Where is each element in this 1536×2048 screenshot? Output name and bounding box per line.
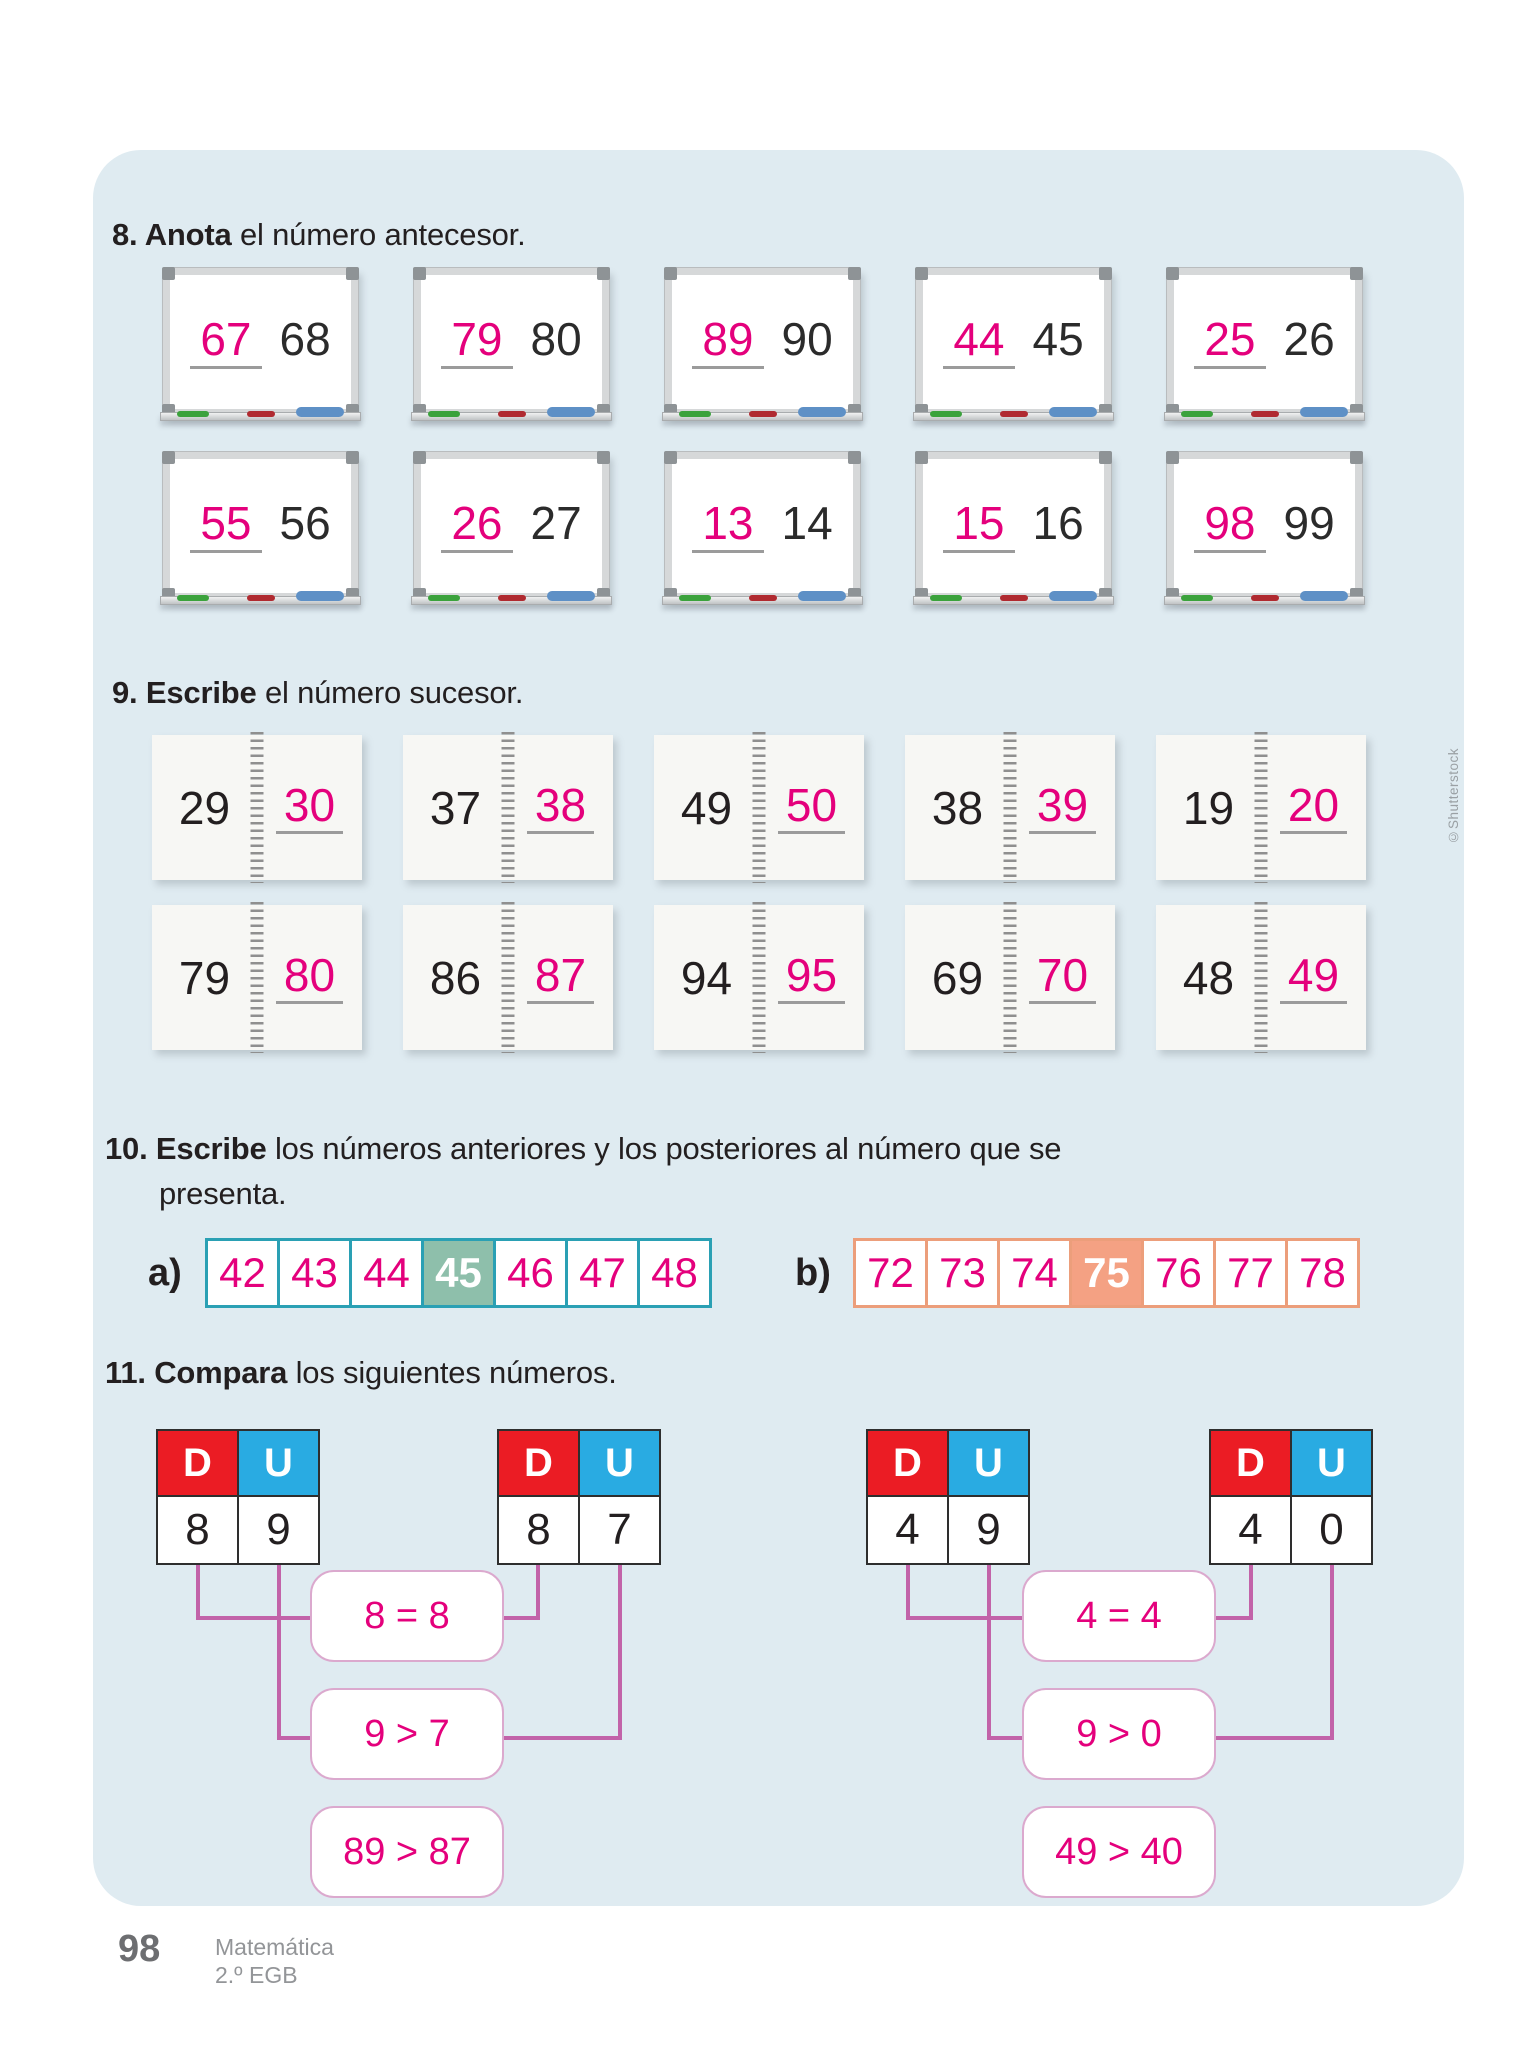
given-number: 79 — [178, 951, 231, 1004]
given-number: 69 — [931, 951, 984, 1004]
connector-line — [1249, 1565, 1253, 1620]
strip-cell: 77 — [1216, 1241, 1285, 1305]
given-number: 49 — [680, 781, 733, 834]
strip-cell: 76 — [1144, 1241, 1213, 1305]
spiral-binding-icon — [753, 902, 766, 1053]
spiral-binding-icon — [1255, 902, 1268, 1053]
connector-line — [1330, 1565, 1334, 1740]
place-value-table — [497, 1429, 661, 1565]
successor-answer: 95 — [778, 951, 845, 1004]
green-marker-icon — [1181, 411, 1213, 417]
successor-answer-wrap — [257, 735, 362, 880]
eraser-icon — [296, 407, 344, 417]
whiteboard — [665, 452, 860, 600]
board-corner — [413, 451, 426, 464]
successor-answer-wrap — [759, 735, 864, 880]
connector-line — [1216, 1616, 1253, 1620]
strip-cell: 48 — [640, 1241, 709, 1305]
notebook-card — [654, 735, 864, 880]
connector-line — [1216, 1736, 1334, 1740]
whiteboard — [916, 268, 1111, 416]
eraser-icon — [296, 591, 344, 601]
green-marker-icon — [930, 411, 962, 417]
eraser-icon — [1049, 407, 1097, 417]
successor-answer-wrap — [1261, 735, 1366, 880]
given-number: 80 — [530, 313, 582, 365]
strip-a-label: a) — [148, 1252, 182, 1294]
comparison-box-tens: 4 = 4 — [1022, 1570, 1216, 1662]
successor-answer-wrap — [508, 735, 613, 880]
eraser-icon — [798, 591, 846, 601]
successor-answer: 50 — [778, 781, 845, 834]
ones-value: 7 — [580, 1497, 659, 1563]
ones-header: U — [1292, 1431, 1371, 1495]
board-tray — [411, 596, 612, 605]
successor-answer-wrap — [257, 905, 362, 1050]
strip-cell-highlighted: 75 — [1072, 1241, 1141, 1305]
tens-header: D — [499, 1431, 578, 1495]
antecessor-answer: 13 — [692, 499, 763, 553]
green-marker-icon — [177, 411, 209, 417]
given-number: 27 — [530, 497, 582, 549]
board-corner — [162, 451, 175, 464]
board-corner — [848, 267, 861, 280]
notebook-card — [152, 905, 362, 1050]
board-tray — [1164, 596, 1365, 605]
connector-line — [277, 1736, 310, 1740]
whiteboard — [414, 268, 609, 416]
given-number: 37 — [429, 781, 482, 834]
board-tray — [160, 412, 361, 421]
strip-cell: 44 — [352, 1241, 421, 1305]
board-numbers — [421, 315, 602, 369]
comparison-box-result: 89 > 87 — [310, 1806, 504, 1898]
given-number: 26 — [1283, 313, 1335, 365]
spiral-binding-icon — [1004, 732, 1017, 883]
comparison-box-result: 49 > 40 — [1022, 1806, 1216, 1898]
successor-answer: 49 — [1280, 951, 1347, 1004]
board-corner — [1099, 267, 1112, 280]
number-strip-b — [853, 1238, 1360, 1308]
board-tray — [1164, 412, 1365, 421]
ones-header: U — [239, 1431, 318, 1495]
whiteboard — [1167, 268, 1362, 416]
tens-value: 8 — [499, 1497, 578, 1563]
board-corner — [915, 451, 928, 464]
tens-value: 8 — [158, 1497, 237, 1563]
spiral-binding-icon — [502, 902, 515, 1053]
board-tray — [662, 596, 863, 605]
place-value-table — [156, 1429, 320, 1565]
exercise-8-text: el número antecesor. — [239, 217, 526, 252]
green-marker-icon — [428, 411, 460, 417]
given-number: 29 — [178, 781, 231, 834]
board-numbers — [170, 315, 351, 369]
red-marker-icon — [247, 595, 275, 601]
antecessor-answer: 67 — [190, 315, 261, 369]
footer-subject-name: Matemática — [215, 1934, 334, 1960]
board-corner — [162, 267, 175, 280]
green-marker-icon — [177, 595, 209, 601]
connector-line — [906, 1565, 910, 1620]
whiteboard — [414, 452, 609, 600]
exercise-10-text-line2: presenta. — [159, 1176, 287, 1211]
successor-answer-wrap — [1010, 735, 1115, 880]
ones-value: 9 — [239, 1497, 318, 1563]
board-numbers — [672, 315, 853, 369]
board-numbers — [923, 499, 1104, 553]
connector-line — [277, 1565, 281, 1740]
red-marker-icon — [749, 595, 777, 601]
given-number: 48 — [1182, 951, 1235, 1004]
board-corner — [915, 267, 928, 280]
green-marker-icon — [428, 595, 460, 601]
ones-header: U — [580, 1431, 659, 1495]
comparison-box-tens: 8 = 8 — [310, 1570, 504, 1662]
tens-header: D — [158, 1431, 237, 1495]
antecessor-answer: 55 — [190, 499, 261, 553]
board-corner — [664, 267, 677, 280]
place-value-table — [1209, 1429, 1373, 1565]
eraser-icon — [547, 407, 595, 417]
eraser-icon — [1300, 591, 1348, 601]
eraser-icon — [547, 591, 595, 601]
eraser-icon — [1049, 591, 1097, 601]
strip-b-label: b) — [795, 1252, 831, 1294]
given-number: 90 — [781, 313, 833, 365]
spiral-binding-icon — [251, 732, 264, 883]
green-marker-icon — [679, 411, 711, 417]
strip-cell: 46 — [496, 1241, 565, 1305]
red-marker-icon — [1000, 595, 1028, 601]
given-number: 38 — [931, 781, 984, 834]
given-number: 68 — [279, 313, 331, 365]
whiteboard — [1167, 452, 1362, 600]
red-marker-icon — [498, 595, 526, 601]
successor-answer: 70 — [1029, 951, 1096, 1004]
given-number: 19 — [1182, 781, 1235, 834]
connector-line — [196, 1565, 200, 1620]
given-number: 45 — [1032, 313, 1084, 365]
notebook-card — [1156, 735, 1366, 880]
notebook-card — [152, 735, 362, 880]
successor-answer-wrap — [508, 905, 613, 1050]
exercise-11-heading — [105, 1350, 617, 1395]
successor-answer: 87 — [527, 951, 594, 1004]
exercise-11-number: 11. — [105, 1355, 146, 1390]
green-marker-icon — [679, 595, 711, 601]
antecessor-answer: 15 — [943, 499, 1014, 553]
whiteboard — [665, 268, 860, 416]
whiteboard — [916, 452, 1111, 600]
board-tray — [160, 596, 361, 605]
comparison-box-ones: 9 > 0 — [1022, 1688, 1216, 1780]
connector-line — [987, 1565, 991, 1740]
board-corner — [1099, 451, 1112, 464]
given-number: 14 — [781, 497, 833, 549]
red-marker-icon — [1000, 411, 1028, 417]
antecessor-answer: 89 — [692, 315, 763, 369]
successor-answer: 20 — [1280, 781, 1347, 834]
strip-cell: 72 — [856, 1241, 925, 1305]
connector-line — [504, 1736, 622, 1740]
given-number: 86 — [429, 951, 482, 1004]
given-number: 99 — [1283, 497, 1335, 549]
successor-answer: 39 — [1029, 781, 1096, 834]
board-tray — [411, 412, 612, 421]
connector-line — [618, 1565, 622, 1740]
exercise-9-heading — [112, 670, 523, 715]
tens-value: 4 — [868, 1497, 947, 1563]
exercise-11-keyword: Compara — [154, 1355, 288, 1390]
board-numbers — [421, 499, 602, 553]
board-tray — [913, 596, 1114, 605]
notebook-card — [1156, 905, 1366, 1050]
notebook-card — [654, 905, 864, 1050]
stock-credit: ©Shutterstock — [1446, 748, 1461, 845]
board-corner — [597, 267, 610, 280]
board-numbers — [923, 315, 1104, 369]
red-marker-icon — [247, 411, 275, 417]
successor-answer: 80 — [276, 951, 343, 1004]
given-number: 16 — [1032, 497, 1084, 549]
spiral-binding-icon — [1004, 902, 1017, 1053]
given-number: 94 — [680, 951, 733, 1004]
connector-line — [196, 1616, 310, 1620]
green-marker-icon — [1181, 595, 1213, 601]
place-value-table — [866, 1429, 1030, 1565]
number-strip-a — [205, 1238, 712, 1308]
successor-answer-wrap — [1010, 905, 1115, 1050]
exercise-10-keyword: Escribe — [155, 1131, 267, 1166]
ones-header: U — [949, 1431, 1028, 1495]
ones-value: 0 — [1292, 1497, 1371, 1563]
exercise-11-text: los siguientes números. — [295, 1355, 617, 1390]
antecessor-answer: 98 — [1194, 499, 1265, 553]
notebook-card — [905, 905, 1115, 1050]
green-marker-icon — [930, 595, 962, 601]
board-numbers — [1174, 499, 1355, 553]
tens-header: D — [868, 1431, 947, 1495]
exercise-10-text-line1: los números anteriores y los posteriores al número que se — [274, 1131, 1062, 1166]
connector-line — [906, 1616, 1022, 1620]
board-corner — [1350, 451, 1363, 464]
spiral-binding-icon — [1255, 732, 1268, 883]
exercise-9-keyword: Escribe — [145, 675, 257, 710]
board-corner — [1166, 451, 1179, 464]
spiral-binding-icon — [251, 902, 264, 1053]
successor-answer-wrap — [759, 905, 864, 1050]
board-corner — [346, 267, 359, 280]
successor-answer-wrap — [1261, 905, 1366, 1050]
footer-grade: 2.º EGB — [215, 1962, 298, 1988]
board-corner — [1350, 267, 1363, 280]
whiteboard — [163, 452, 358, 600]
footer-subject — [215, 1933, 334, 1989]
notebook-card — [403, 735, 613, 880]
strip-cell: 47 — [568, 1241, 637, 1305]
red-marker-icon — [1251, 595, 1279, 601]
board-numbers — [672, 499, 853, 553]
board-corner — [597, 451, 610, 464]
exercise-8-number: 8. — [112, 217, 138, 252]
antecessor-answer: 25 — [1194, 315, 1265, 369]
red-marker-icon — [498, 411, 526, 417]
antecessor-answer: 44 — [943, 315, 1014, 369]
whiteboard — [163, 268, 358, 416]
notebook-card — [403, 905, 613, 1050]
tens-value: 4 — [1211, 1497, 1290, 1563]
given-number: 56 — [279, 497, 331, 549]
connector-line — [536, 1565, 540, 1620]
exercise-8-keyword: Anota — [144, 217, 232, 252]
spiral-binding-icon — [502, 732, 515, 883]
exercise-8-heading — [112, 212, 526, 257]
strip-cell-highlighted: 45 — [424, 1241, 493, 1305]
strip-cell: 43 — [280, 1241, 349, 1305]
page-number: 98 — [118, 1928, 161, 1970]
board-corner — [1166, 267, 1179, 280]
board-corner — [848, 451, 861, 464]
antecessor-answer: 79 — [441, 315, 512, 369]
board-corner — [664, 451, 677, 464]
eraser-icon — [798, 407, 846, 417]
board-tray — [662, 412, 863, 421]
exercise-10-number: 10. — [105, 1131, 148, 1166]
spiral-binding-icon — [753, 732, 766, 883]
strip-cell: 73 — [928, 1241, 997, 1305]
red-marker-icon — [749, 411, 777, 417]
strip-cell: 78 — [1288, 1241, 1357, 1305]
board-corner — [346, 451, 359, 464]
eraser-icon — [1300, 407, 1348, 417]
comparison-box-ones: 9 > 7 — [310, 1688, 504, 1780]
notebook-card — [905, 735, 1115, 880]
successor-answer: 38 — [527, 781, 594, 834]
strip-cell: 74 — [1000, 1241, 1069, 1305]
exercise-10-heading — [105, 1126, 1385, 1216]
red-marker-icon — [1251, 411, 1279, 417]
successor-answer: 30 — [276, 781, 343, 834]
board-numbers — [170, 499, 351, 553]
exercise-9-number: 9. — [112, 675, 138, 710]
board-numbers — [1174, 315, 1355, 369]
board-tray — [913, 412, 1114, 421]
exercise-9-text: el número sucesor. — [264, 675, 524, 710]
ones-value: 9 — [949, 1497, 1028, 1563]
connector-line — [987, 1736, 1022, 1740]
antecessor-answer: 26 — [441, 499, 512, 553]
board-corner — [413, 267, 426, 280]
tens-header: D — [1211, 1431, 1290, 1495]
strip-cell: 42 — [208, 1241, 277, 1305]
connector-line — [504, 1616, 540, 1620]
